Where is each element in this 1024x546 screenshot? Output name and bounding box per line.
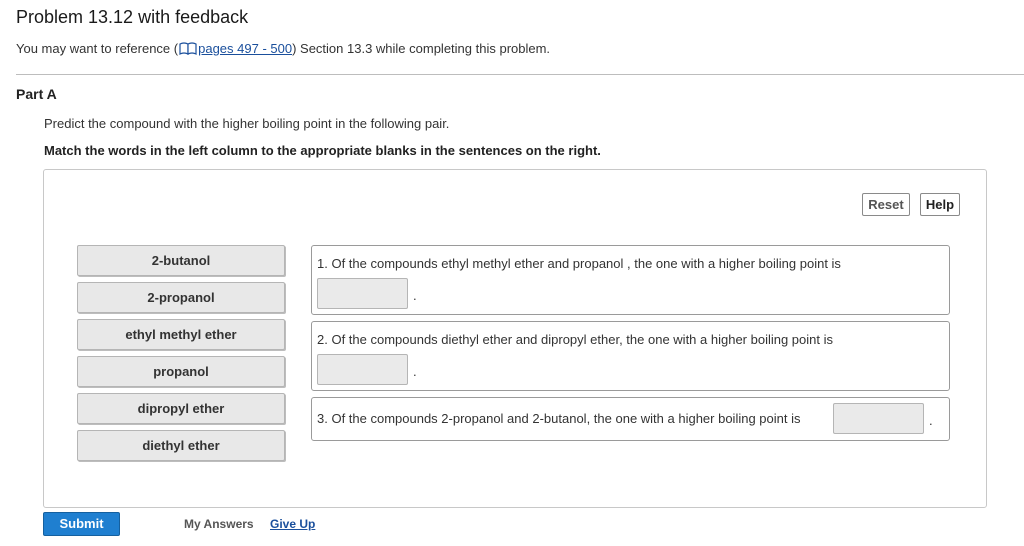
reset-button[interactable]: Reset [862, 193, 910, 216]
reference-prefix: You may want to reference ( [16, 41, 179, 56]
submit-button[interactable]: Submit [43, 512, 120, 536]
sentence-box-2 [311, 321, 950, 391]
word-token[interactable]: 2-butanol [77, 245, 285, 276]
sentence-box-3 [311, 397, 950, 441]
drop-blank-1[interactable] [317, 278, 408, 309]
sentence-end: . [929, 413, 933, 428]
my-answers-label: My Answers [184, 517, 254, 531]
reference-suffix: ) Section 13.3 while completing this problem. [292, 41, 551, 56]
reference-link[interactable]: pages 497 - 500 [198, 41, 293, 56]
word-token[interactable]: diethyl ether [77, 430, 285, 461]
question-instruction: Predict the compound with the higher boiling point in the following pair. [44, 116, 450, 131]
drop-blank-3[interactable] [833, 403, 924, 434]
word-token[interactable]: dipropyl ether [77, 393, 285, 424]
part-label: Part A [16, 86, 57, 102]
header-divider [16, 74, 1024, 75]
matching-workspace [43, 169, 987, 508]
match-instruction: Match the words in the left column to the appropriate blanks in the sentences on the right. [44, 143, 601, 158]
sentence-text: 1. Of the compounds ethyl methyl ether and propanol , the one with a higher boiling point is [317, 256, 841, 271]
give-up-link[interactable]: Give Up [270, 517, 316, 531]
sentence-text: 2. Of the compounds diethyl ether and dipropyl ether, the one with a higher boiling point is [317, 332, 833, 347]
sentence-end: . [413, 288, 417, 303]
word-token[interactable]: propanol [77, 356, 285, 387]
drop-blank-2[interactable] [317, 354, 408, 385]
sentence-box-1 [311, 245, 950, 315]
word-token[interactable]: ethyl methyl ether [77, 319, 285, 350]
reference-line [16, 41, 550, 58]
word-token[interactable]: 2-propanol [77, 282, 285, 313]
sentence-text: 3. Of the compounds 2-propanol and 2-butanol, the one with a higher boiling point is [317, 411, 801, 426]
book-icon [179, 42, 197, 58]
page-title: Problem 13.12 with feedback [16, 7, 249, 27]
sentence-end: . [413, 364, 417, 379]
help-button[interactable]: Help [920, 193, 960, 216]
